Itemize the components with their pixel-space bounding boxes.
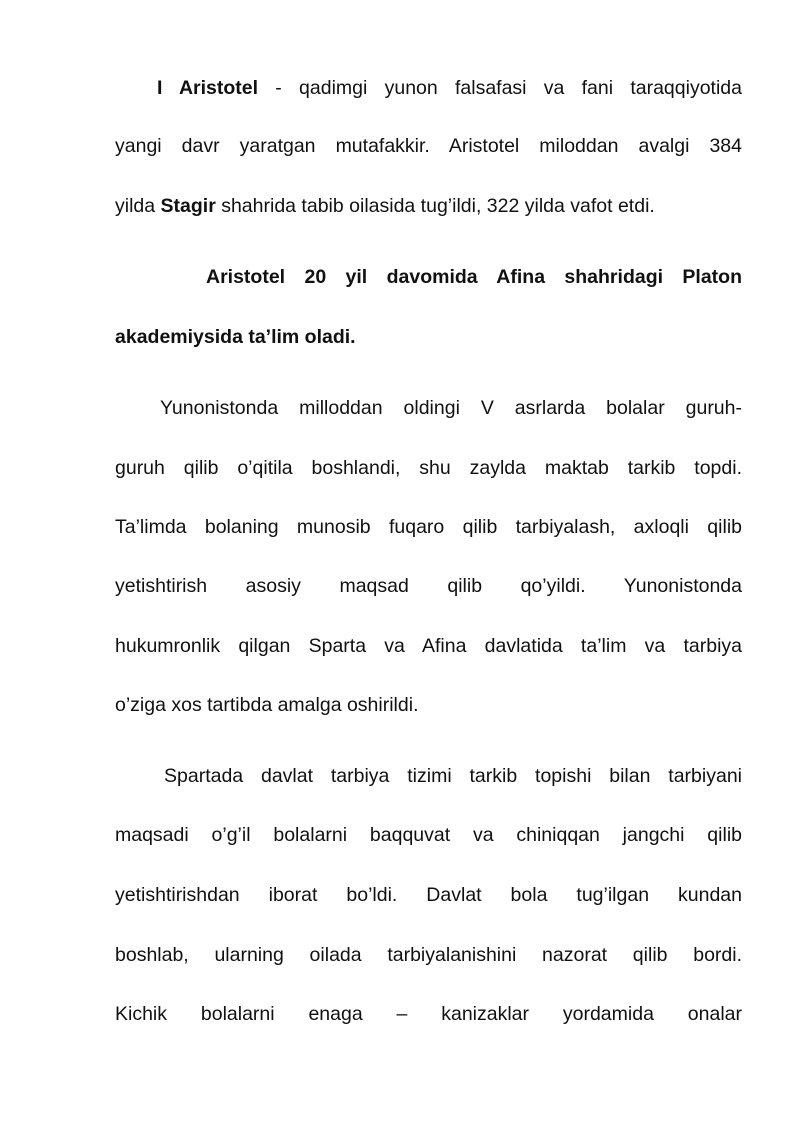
text-run: yetishtirish asosiy maqsad qilib qo’yildi. Yunonistonda	[115, 575, 742, 597]
text-run: shahrida tabib oilasida tug’ildi, 322 yilda vafot etdi.	[215, 195, 655, 217]
text-run: yetishtirishdan iborat bo’ldi. Davlat bola tug’ilgan kundan	[115, 884, 742, 906]
text-run: maqsadi o’g’il bolalarni baqquvat va chiniqqan jangchi qilib	[115, 824, 742, 846]
text-run: Kichik bolalarni enaga – kanizaklar yordamida onalar	[115, 1003, 742, 1025]
text-line	[115, 512, 742, 542]
text-run: o’ziga xos tartibda amalga oshirildi.	[115, 694, 419, 716]
text-line	[115, 880, 742, 910]
text-line	[164, 761, 742, 791]
text-line	[157, 73, 742, 103]
text-run: - qadimgi yunon falsafasi va fani taraqqiyotida	[258, 77, 742, 99]
text-line	[115, 690, 742, 720]
text-line	[115, 571, 742, 601]
text-line	[115, 631, 742, 661]
text-run: hukumronlik qilgan Sparta va Afina davlatida ta’lim va tarbiya	[115, 635, 742, 657]
text-line	[115, 322, 742, 352]
bold-text-run: akademiysida ta’lim oladi.	[115, 326, 356, 348]
bold-text-run: I Aristotel	[157, 77, 259, 99]
text-line	[115, 131, 742, 161]
text-run: boshlab, ularning oilada tarbiyalanishini nazorat qilib bordi.	[115, 944, 742, 966]
text-line	[115, 453, 742, 483]
text-line	[115, 820, 742, 850]
text-run: Spartada davlat tarbiya tizimi tarkib topishi bilan tarbiyani	[164, 765, 742, 787]
text-line	[206, 262, 742, 292]
text-run: guruh qilib o’qitila boshlandi, shu zaylda maktab tarkib topdi.	[115, 457, 742, 479]
text-run: yilda	[115, 195, 161, 217]
text-run: yangi davr yaratgan mutafakkir. Aristotel miloddan avalgi 384	[115, 135, 742, 157]
bold-text-run: Stagir	[160, 195, 216, 217]
text-line	[115, 999, 742, 1029]
text-line	[115, 191, 742, 221]
text-run: Yunonistonda milloddan oldingi V asrlarda bolalar guruh-	[160, 397, 742, 419]
text-run: Ta’limda bolaning munosib fuqaro qilib tarbiyalash, axloqli qilib	[115, 516, 742, 538]
text-line	[115, 940, 742, 970]
bold-text-run: Aristotel 20 yil davomida Afina shahridagi Platon	[206, 266, 742, 288]
text-line	[160, 393, 742, 423]
